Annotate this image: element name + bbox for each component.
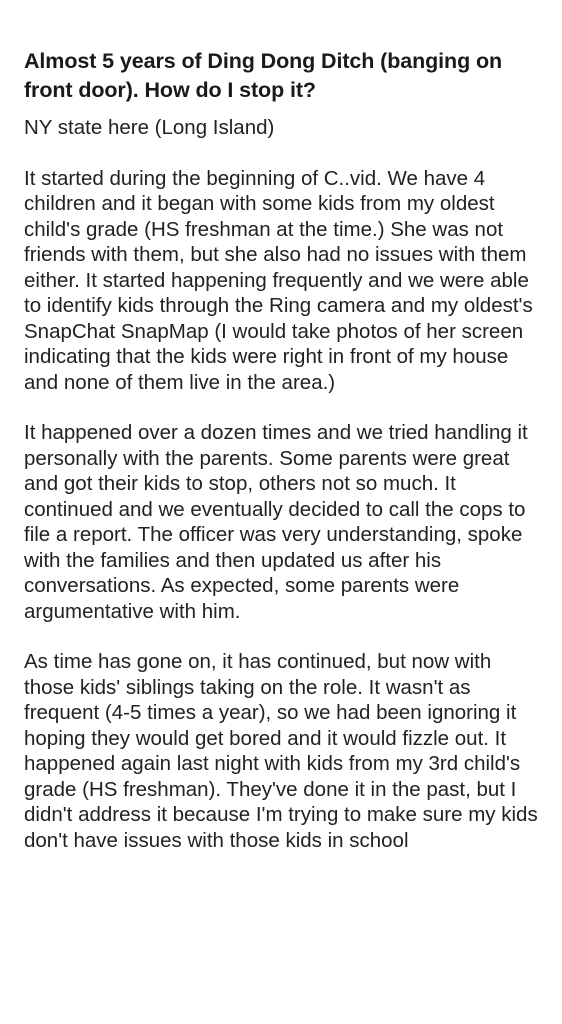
post-paragraph-3: As time has gone on, it has continued, but now with those kids' siblings taking on the role. It wasn't as frequent (4-5 times a year), so we had been ignoring it hoping they would get bored and it would fizzle out. It happened again last night with kids from my 3rd child's grade (HS freshman). They've done it in the past, but I didn't address it because I'm trying to make sure my kids don't have issues with those kids in school [24, 650, 538, 852]
post-paragraph-2: It happened over a dozen times and we tried handling it personally with the parents. Some parents were great and got their kids to stop, others not so much. It continued and we eventually decided to call the cops to file a report. The officer was very understanding, spoke with the families and then updated us after his conversations. As expected, some parents were argumentative with him. [24, 421, 528, 623]
post-body [24, 115, 538, 853]
post-location: NY state here (Long Island) [24, 116, 275, 139]
post-title: Almost 5 years of Ding Dong Ditch (banging on front door). How do I stop it? [24, 49, 503, 102]
post-paragraph-1: It started during the beginning of C..vid. We have 4 children and it began with some kids from my oldest child's grade (HS freshman at the time.) She was not friends with them, but she also had no issues with them either. It started happening frequently and we were able to identify kids through the Ring camera and my oldest's SnapChat SnapMap (I would take photos of her screen indicating that the kids were right in front of my house and none of them live in the area.) [24, 166, 533, 394]
